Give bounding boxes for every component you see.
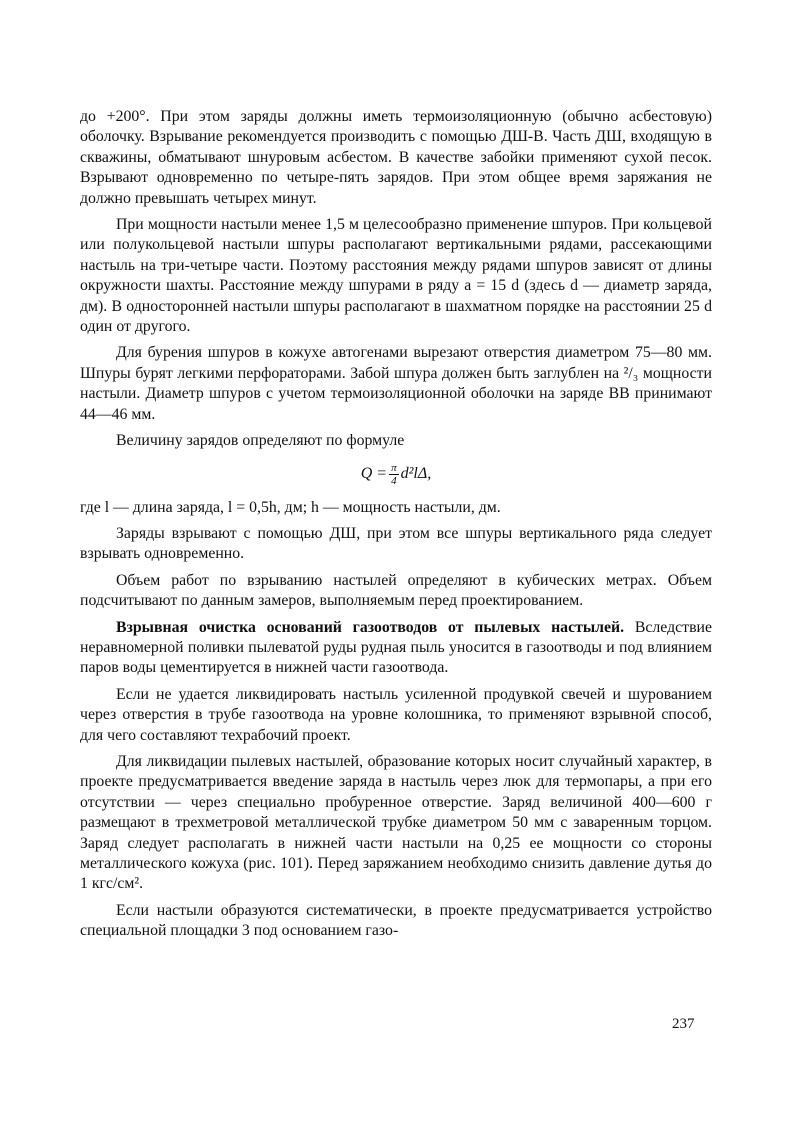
- paragraph: Если не удается ликвидировать настыль усиленной продувкой свечей и шурованием через отверстия в трубе газоотвода на уровне колошника, то применяют взрывной способ, для чего составляют техрабочий проект.: [80, 685, 712, 744]
- paragraph: Для ликвидации пылевых настылей, образование которых носит случайный характер, в проекте предусматривается введение заряда в настыль через люк для термопары, а при его отсутствии — через специально пробуренное отверстие. Заряд величиной 400—600 г размещают в трехметровой металлической трубке диаметром 50 мм с заваренным торцом. Заряд следует располагать в нижней части настыли на 0,25 ее мощности со стороны металлического кожуха (рис. 101). Перед заряжанием необходимо снизить давление дутья до 1 кгс/см².: [80, 752, 712, 893]
- charge-formula: [80, 460, 712, 490]
- paragraph: При мощности настыли менее 1,5 м целесообразно применение шпуров. При кольцевой или полукольцевой настыли шпуры располагают вертикальными рядами, рассекающими настыль на три-четыре части. Поэтому расстояния между рядами шпуров зависят от длины окружности шахты. Расстояние между шпурами в ряду a = 15 d (здесь d — диаметр заряда, дм). В односторонней настыли шпуры располагают в шахматном порядке на расстоянии 25 d один от другого.: [80, 216, 712, 336]
- formula-numerator: π: [391, 462, 397, 474]
- body-text: [80, 107, 712, 942]
- paragraph: Для бурения шпуров в кожухе автогенами вырезают отверстия диаметром 75—80 мм. Шпуры бурят легкими перфораторами. Забой шпура должен быть заглублен на ²/₃ мощности настыли. Диаметр шпуров с учетом термоизоляционной оболочки на заряде ВВ принимают 44—46 мм.: [80, 344, 712, 423]
- paragraph-body: Вследствие неравномерной поливки пылеватой руды рудная пыль уносится в газоотводы и под влиянием паров воды цементируется в нижней части газоотвода.: [80, 618, 712, 677]
- paragraph: до +200°. При этом заряды должны иметь термоизоляционную (обычно асбестовую) оболочку. Взрывание рекомендуется производить с помощью ДШ-В. Часть ДШ, входящую в скважины, обматывают шнуровым асбестом. В качестве забойки применяют сухой песок. Взрывают одновременно по четыре-пять зарядов. При этом общее время заряжания не должно превышать четырех минут.: [80, 108, 712, 207]
- paragraph: Заряды взрывают с помощью ДШ, при этом все шпуры вертикального ряда следует взрывать одновременно.: [80, 524, 712, 563]
- paragraph: [80, 618, 712, 679]
- formula-denominator: 4: [391, 475, 397, 487]
- page-number: 237: [672, 1016, 695, 1032]
- formula-lhs: Q =: [360, 465, 388, 483]
- section-heading: Взрывная очистка оснований газоотводов от пылевых настылей.: [116, 618, 625, 636]
- paragraph: Если настыли образуются систематически, в проекте предусматривается устройство специальной площадки 3 под основанием газо-: [80, 901, 712, 940]
- formula-rhs: d²lΔ,: [400, 465, 432, 483]
- paragraph: Объем работ по взрыванию настылей определяют в кубических метрах. Объем подсчитывают по данным замеров, выполняемым перед проектированием.: [80, 571, 712, 610]
- paragraph: Величину зарядов определяют по формуле: [116, 432, 405, 450]
- paragraph: где l — длина заряда, l = 0,5h, дм; h — мощность настыли, дм.: [80, 498, 501, 516]
- formula-fraction: [389, 462, 399, 487]
